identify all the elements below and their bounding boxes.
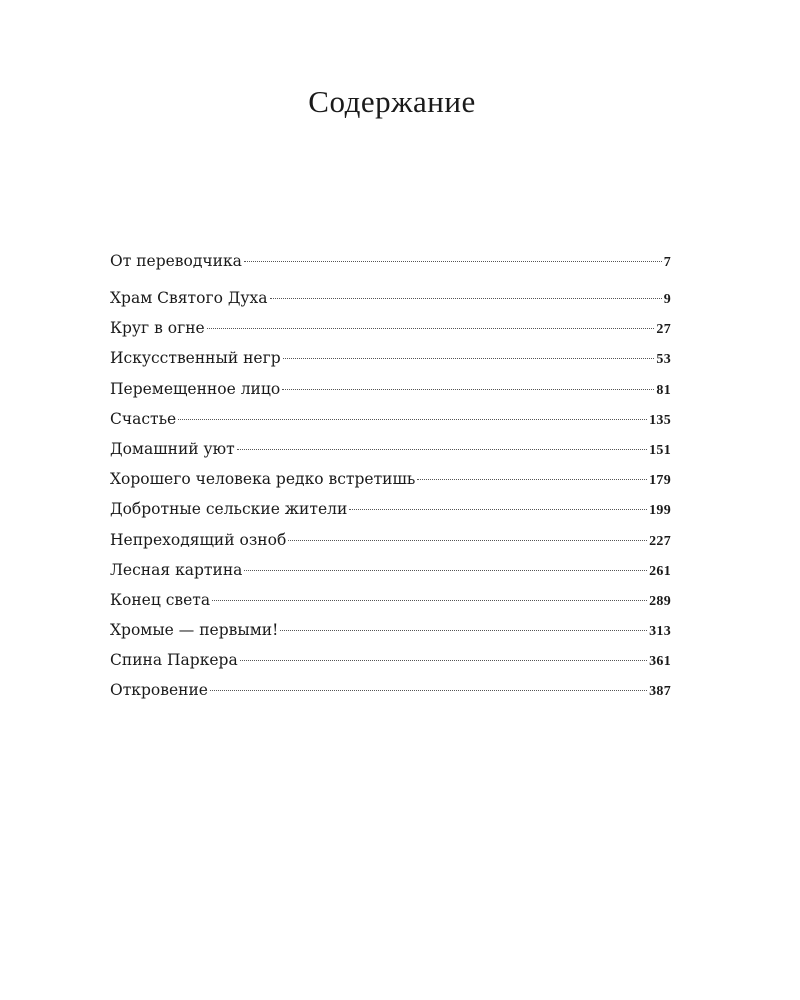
toc-entry[interactable] — [110, 464, 671, 494]
dot-leader — [244, 261, 662, 262]
toc-entry-page: 151 — [649, 442, 671, 458]
dot-leader — [237, 449, 647, 450]
dot-leader — [283, 358, 655, 359]
dot-leader — [270, 298, 662, 299]
toc-entry-title: Счастье — [110, 409, 177, 428]
toc-entry-title: Конец света — [110, 590, 211, 609]
toc-entry[interactable] — [110, 434, 671, 464]
toc-entry-page: 53 — [656, 352, 671, 368]
dot-leader — [280, 630, 647, 631]
toc-entry-title: Добротные сельские жители — [110, 500, 348, 519]
toc-entry-title: Искусственный негр — [110, 349, 281, 368]
toc-entry-page: 9 — [663, 292, 671, 307]
toc-entry[interactable] — [110, 555, 671, 585]
toc-entry-title: Хромые — первыми! — [110, 621, 279, 640]
toc-entry-page: 199 — [649, 503, 671, 519]
toc-entry-page: 289 — [649, 593, 671, 609]
toc-entry[interactable] — [110, 283, 671, 313]
toc-entry-title: Непреходящий озноб — [110, 530, 287, 549]
toc-entry-page: 7 — [663, 255, 671, 270]
toc-entry[interactable] — [110, 374, 671, 404]
dot-leader — [288, 540, 647, 541]
toc-entry-title: От переводчика — [110, 252, 242, 270]
dot-leader — [207, 328, 655, 329]
toc-entry[interactable] — [110, 343, 671, 373]
dot-leader — [349, 509, 647, 510]
toc-entry-page: 261 — [649, 563, 671, 579]
toc-entry-page: 313 — [649, 624, 671, 640]
toc-entry-page: 179 — [649, 473, 671, 489]
toc-entry[interactable] — [110, 675, 671, 705]
dot-leader — [282, 389, 654, 390]
toc-entry[interactable] — [110, 585, 671, 615]
toc-entry-page: 361 — [649, 654, 671, 670]
dot-leader — [178, 419, 647, 420]
toc-entry[interactable] — [110, 525, 671, 555]
toc-entry-title: Перемещенное лицо — [110, 379, 281, 398]
toc-entry-title: Храм Святого Духа — [110, 289, 268, 307]
toc-entry-page: 81 — [656, 382, 671, 398]
toc-entry-page: 27 — [656, 322, 671, 338]
toc-entry-page: 135 — [649, 412, 671, 428]
toc-entry-title: Хорошего человека редко встретишь — [110, 470, 416, 489]
toc-entry[interactable] — [110, 494, 671, 524]
toc-entry[interactable] — [110, 645, 671, 675]
toc-entry-page: 227 — [649, 533, 671, 549]
dot-leader — [212, 600, 647, 601]
dot-leader — [244, 570, 647, 571]
toc-entry-title: Домашний уют — [110, 439, 235, 458]
toc-entry-title: Круг в огне — [110, 319, 205, 338]
toc-entry[interactable] — [110, 313, 671, 343]
dot-leader — [417, 479, 647, 480]
toc-entry-page: 387 — [649, 684, 671, 700]
table-of-contents — [110, 246, 671, 706]
toc-entry-translator-note[interactable] — [110, 246, 671, 283]
toc-entry-title: Спина Паркера — [110, 651, 238, 670]
page-title: Содержание — [308, 84, 476, 119]
toc-entry[interactable] — [110, 404, 671, 434]
toc-entry-title: Лесная картина — [110, 560, 243, 579]
dot-leader — [240, 660, 647, 661]
toc-entry[interactable] — [110, 615, 671, 645]
toc-entry-title: Откровение — [110, 681, 208, 700]
dot-leader — [210, 690, 647, 691]
